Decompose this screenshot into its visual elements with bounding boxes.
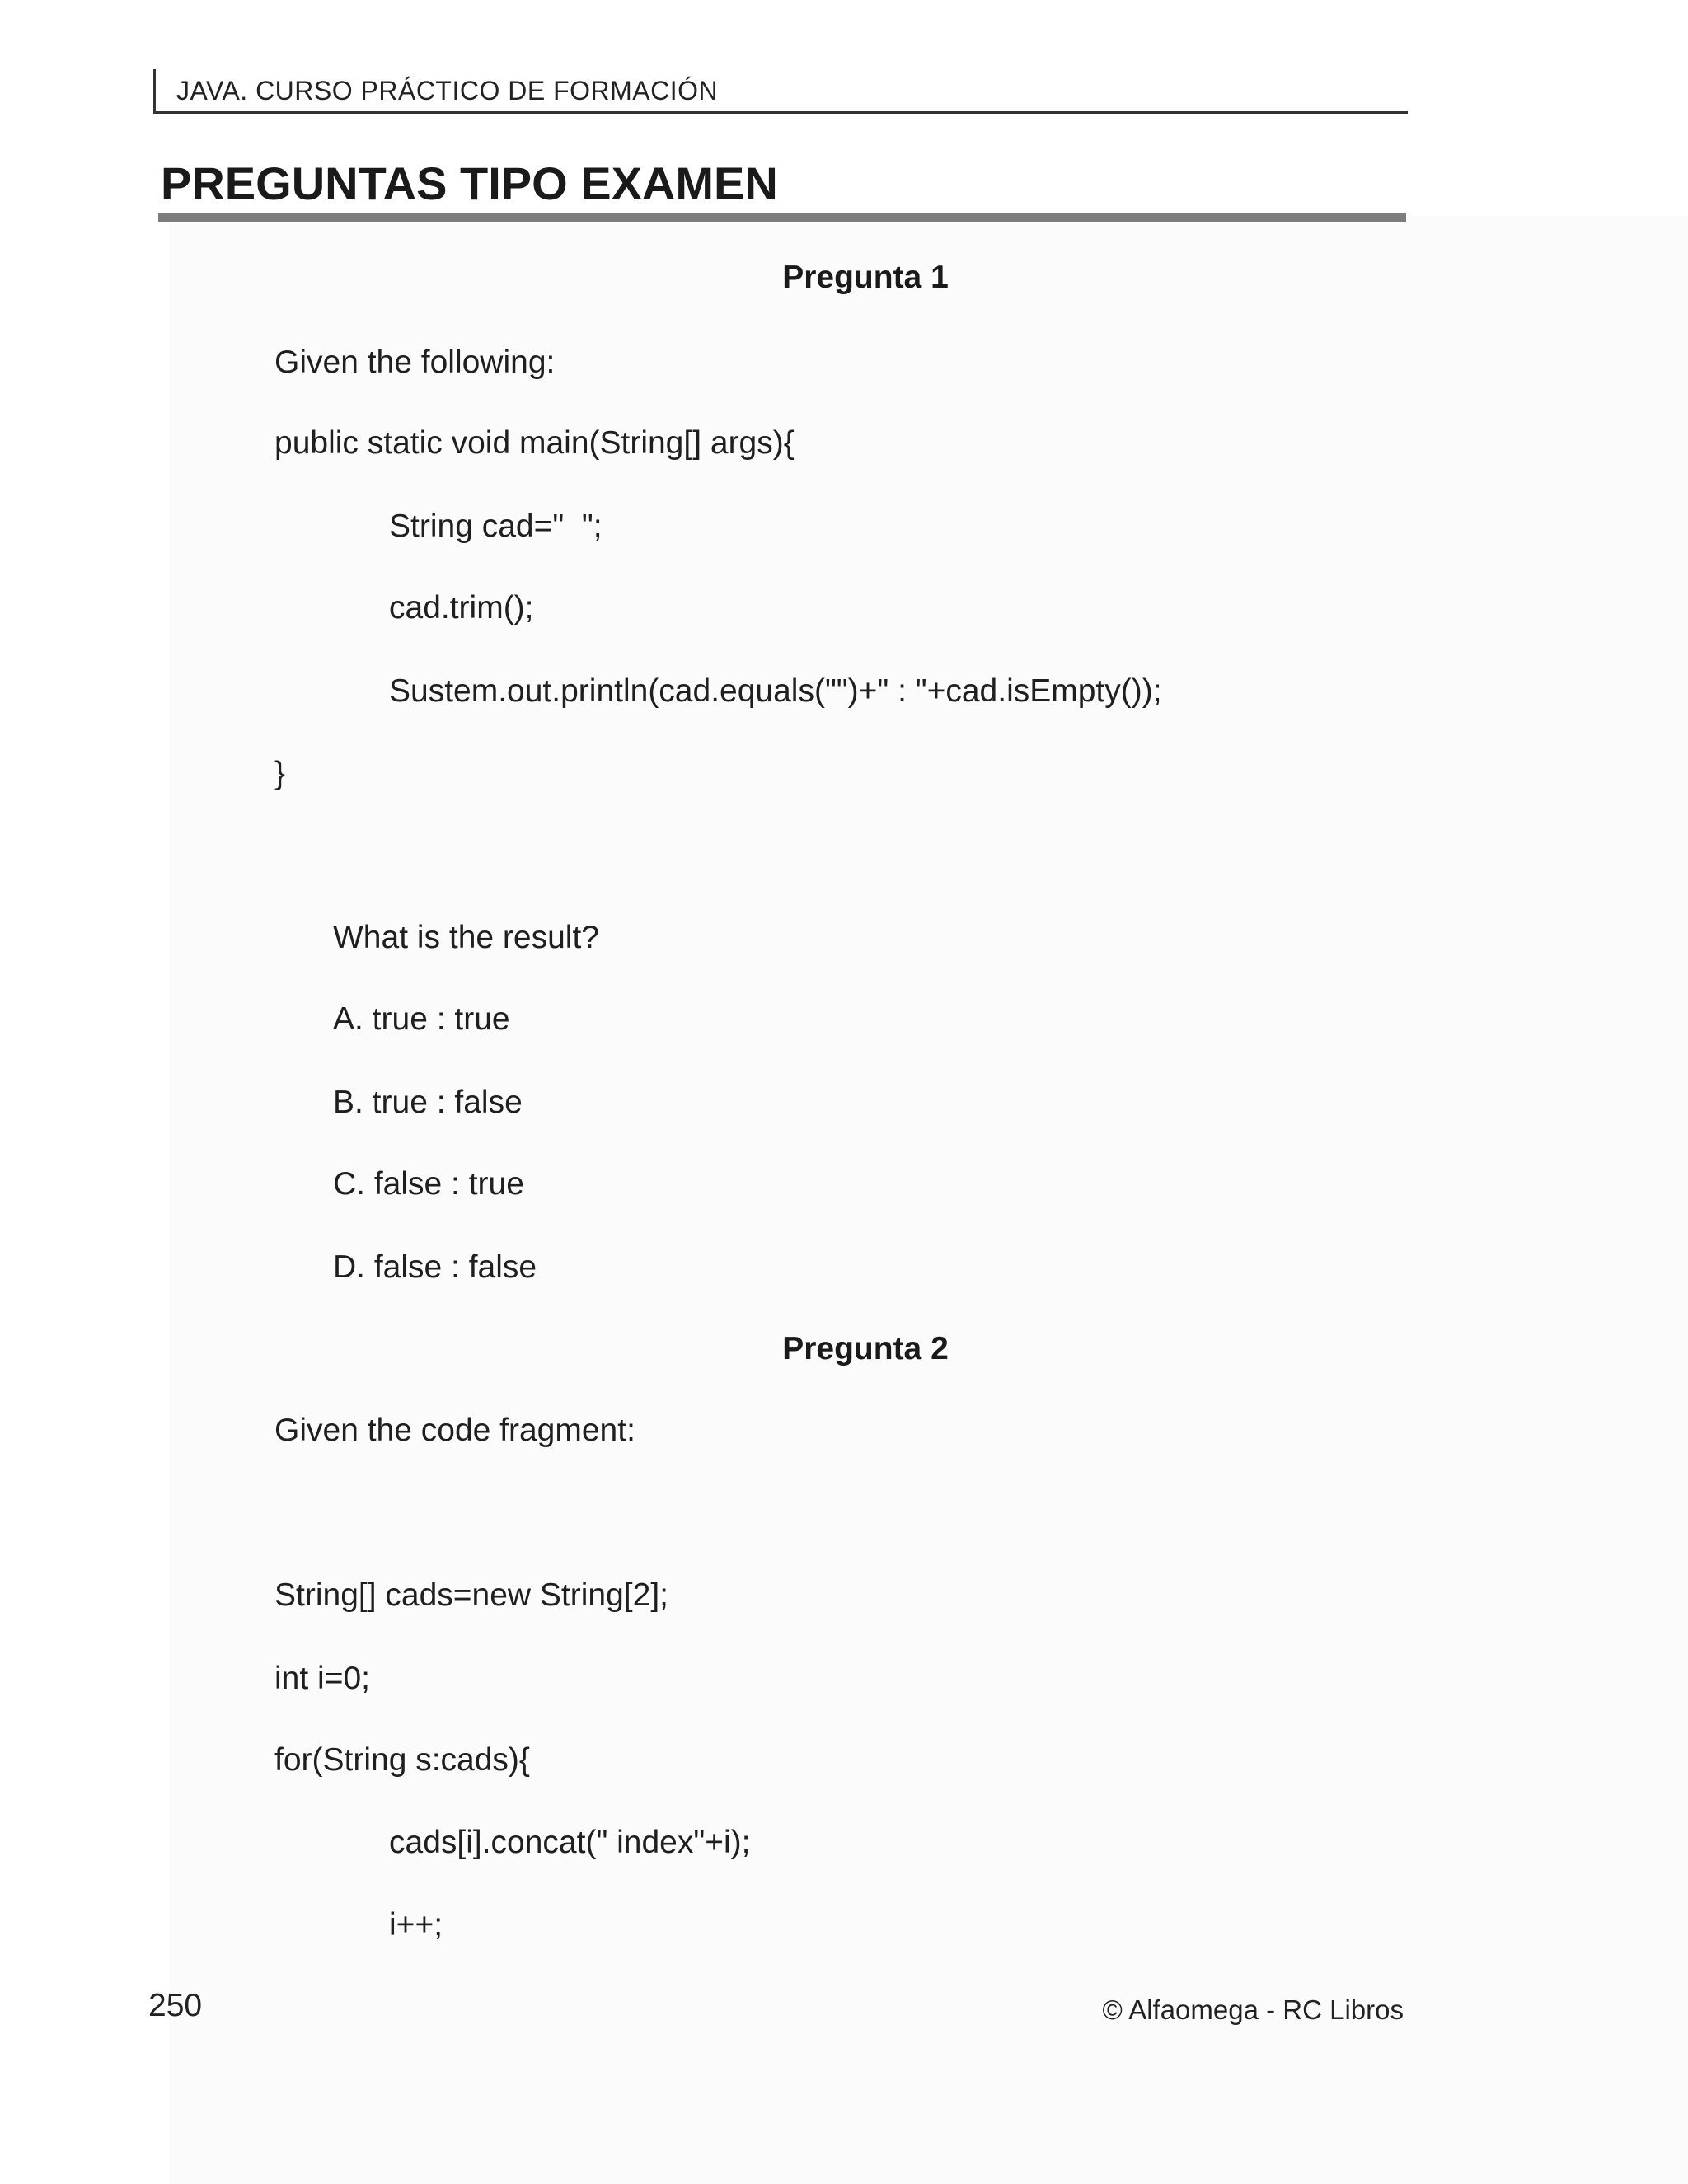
code-line: cads[i].concat(" index"+i); (389, 1825, 751, 1860)
code-line: String[] cads=new String[2]; (274, 1577, 668, 1613)
code-line: for(String s:cads){ (274, 1742, 530, 1778)
question-1-prompt: What is the result? (333, 920, 599, 955)
question-2-intro: Given the code fragment: (274, 1413, 635, 1448)
question-2-heading: Pregunta 2 (782, 1331, 949, 1366)
code-line: i++; (389, 1907, 443, 1943)
answer-option: A. true : true (333, 1001, 510, 1037)
header-horizontal-rule (153, 111, 1408, 114)
code-line: Sustem.out.println(cad.equals("")+" : "+cad.isEmpty()); (389, 673, 1162, 709)
answer-option: D. false : false (333, 1249, 537, 1285)
code-line: int i=0; (274, 1661, 370, 1696)
copyright-notice: © Alfaomega - RC Libros (1102, 1994, 1404, 2025)
question-1-heading: Pregunta 1 (782, 260, 949, 295)
header-vertical-rule (153, 69, 156, 114)
question-1-intro: Given the following: (274, 344, 556, 380)
page-number: 250 (148, 1988, 203, 2023)
code-line: public static void main(String[] args){ (274, 425, 795, 461)
code-line: } (274, 756, 286, 791)
code-line: String cad=" "; (389, 509, 603, 544)
code-line: cad.trim(); (389, 590, 534, 626)
section-title: PREGUNTAS TIPO EXAMEN (161, 157, 778, 209)
answer-option: C. false : true (333, 1166, 524, 1202)
answer-option: B. true : false (333, 1085, 523, 1120)
section-title-rule (158, 213, 1406, 222)
running-header: JAVA. CURSO PRÁCTICO DE FORMACIÓN (176, 76, 719, 105)
